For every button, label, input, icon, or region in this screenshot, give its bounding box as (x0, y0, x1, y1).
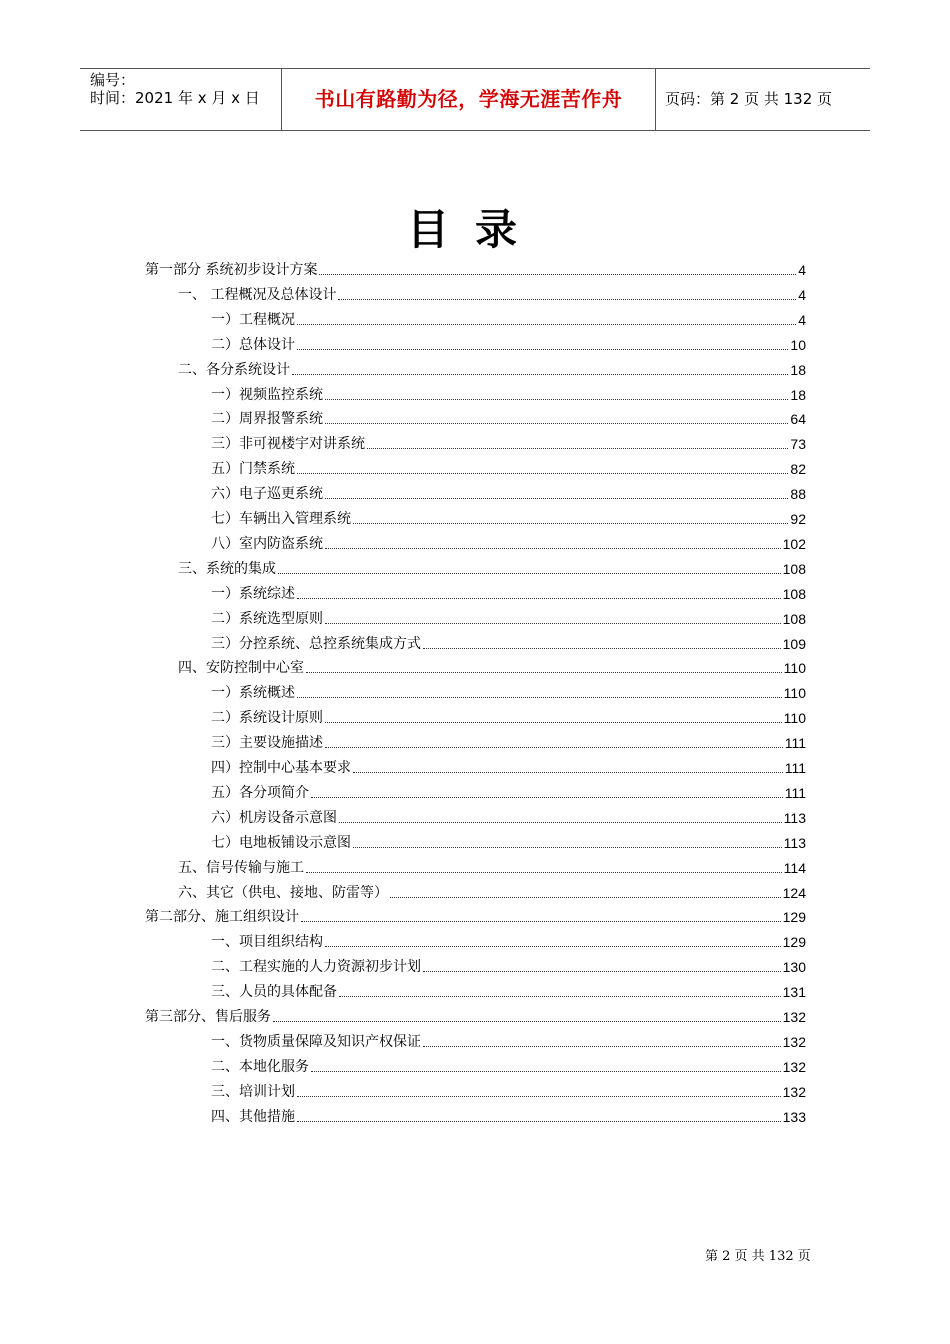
toc-leader-dots (306, 871, 782, 873)
toc-entry[interactable] (178, 281, 806, 305)
toc-entry-label: 第三部分、售后服务 (145, 1009, 271, 1025)
toc-entry-label: 二、本地化服务 (211, 1058, 309, 1075)
toc-leader-dots (325, 497, 788, 499)
toc-leader-dots (319, 273, 796, 275)
toc-entry-page: 109 (782, 635, 806, 652)
toc-entry-page: 18 (790, 361, 806, 378)
toc-entry-page: 92 (790, 511, 806, 527)
toc-entry-label: 一）系统概述 (211, 685, 295, 702)
toc-entry[interactable] (211, 306, 806, 330)
toc-entry-page: 64 (790, 411, 806, 428)
toc-entry-page: 132 (782, 1033, 806, 1050)
toc-entry-page: 114 (783, 859, 806, 876)
toc-entry-label: 一）视频监控系统 (211, 386, 323, 403)
toc-entry-page: 108 (782, 560, 806, 577)
toc-leader-dots (297, 696, 782, 698)
toc-entry-page: 132 (782, 1058, 806, 1075)
toc-entry[interactable] (211, 381, 806, 405)
toc-entry[interactable] (211, 754, 806, 778)
toc-leader-dots (353, 846, 782, 848)
toc-entry-page: 132 (782, 1083, 806, 1100)
toc-leader-dots (325, 746, 783, 748)
toc-entry-page: 133 (782, 1108, 806, 1125)
toc-entry-label: 三）主要设施描述 (211, 735, 323, 752)
header-motto-cell (281, 69, 656, 130)
toc-entry[interactable] (211, 580, 806, 604)
toc-entry-label: 六）机房设备示意图 (211, 809, 337, 826)
toc-entry-page: 129 (782, 934, 806, 951)
toc-entry[interactable] (211, 1028, 806, 1052)
toc-leader-dots (325, 721, 782, 723)
toc-leader-dots (325, 422, 788, 424)
toc-entry-label: 三）分控系统、总控系统集成方式 (211, 635, 421, 652)
toc-title: 目录 (406, 205, 543, 254)
toc-entry-label: 三）非可视楼宇对讲系统 (211, 436, 365, 453)
toc-leader-dots (367, 447, 788, 449)
toc-entry-label: 一、项目组织结构 (211, 934, 323, 951)
toc-entry-label: 五）门禁系统 (211, 461, 295, 478)
toc-entry-page: 108 (782, 585, 806, 602)
toc-entry[interactable] (211, 729, 806, 753)
toc-entry-label: 四、其他措施 (211, 1108, 295, 1125)
toc-leader-dots (301, 920, 781, 922)
toc-entry-page: 110 (783, 660, 806, 677)
toc-entry[interactable] (211, 1078, 806, 1102)
toc-entry-page: 82 (790, 461, 806, 478)
toc-entry-label: 三、培训计划 (211, 1083, 295, 1100)
toc-entry-page: 108 (782, 610, 806, 627)
toc-entry[interactable] (211, 804, 806, 828)
toc-leader-dots (292, 373, 788, 375)
toc-entry-page: 129 (782, 909, 806, 926)
toc-leader-dots (325, 398, 788, 400)
toc-entry[interactable] (211, 455, 806, 479)
toc-entry-label: 四）控制中心基本要求 (211, 760, 351, 776)
toc-entry[interactable] (178, 879, 806, 903)
toc-entry-label: 二）总体设计 (211, 336, 295, 353)
toc-leader-dots (297, 597, 781, 599)
toc-entry-label: 七）电地板铺设示意图 (211, 834, 351, 851)
toc-leader-dots (339, 821, 782, 823)
toc-entry-page: 131 (782, 984, 806, 1001)
toc-entry-page: 113 (783, 834, 806, 851)
toc-entry[interactable] (211, 530, 806, 554)
toc-entry-page: 111 (784, 760, 806, 776)
toc-entry[interactable] (211, 480, 806, 504)
toc-entry[interactable] (178, 555, 806, 579)
toc-entry-label: 一、 工程概况及总体设计 (178, 286, 337, 303)
toc-entry[interactable] (178, 654, 806, 678)
toc-leader-dots (325, 547, 781, 549)
toc-entry-label: 五、信号传输与施工 (178, 859, 304, 876)
toc-entry[interactable] (178, 356, 806, 380)
toc-leader-dots (423, 970, 781, 972)
toc-entry[interactable] (211, 605, 806, 629)
toc-entry[interactable] (211, 829, 806, 853)
toc-entry-label: 第二部分、施工组织设计 (145, 909, 299, 926)
toc-leader-dots (297, 1120, 781, 1122)
toc-entry-label: 一、货物质量保障及知识产权保证 (211, 1033, 421, 1050)
toc-entry-label: 二）周界报警系统 (211, 411, 323, 428)
toc-entry[interactable] (211, 505, 806, 529)
page-header (80, 68, 870, 131)
toc-entry[interactable] (145, 256, 806, 280)
time-label: 时间：2021 年 x 月 x 日 (90, 89, 260, 107)
toc-entry-page: 110 (783, 710, 806, 727)
toc-entry[interactable] (178, 854, 806, 878)
header-page-cell (655, 69, 870, 130)
toc-leader-dots (325, 622, 781, 624)
toc-leader-dots (297, 348, 788, 350)
header-meta-cell (80, 69, 281, 130)
toc-entry-page: 132 (782, 1009, 806, 1025)
toc-entry-page: 4 (798, 311, 806, 328)
toc-entry-page: 4 (798, 262, 806, 278)
toc-entry[interactable] (211, 704, 806, 728)
toc-entry-page: 124 (782, 884, 806, 901)
code-label: 编号： (90, 71, 136, 89)
toc-entry-label: 二、工程实施的人力资源初步计划 (211, 959, 421, 976)
toc-leader-dots (353, 771, 783, 773)
toc-entry[interactable] (211, 779, 806, 803)
toc-entry-page: 102 (782, 535, 806, 552)
toc-leader-dots (423, 647, 781, 649)
toc-entry-page: 18 (790, 386, 806, 403)
toc-entry[interactable] (211, 1103, 806, 1127)
toc-entry[interactable] (211, 978, 806, 1002)
toc-leader-dots (423, 1045, 781, 1047)
page-footer: 第 2 页 共 132 页 (705, 1249, 811, 1264)
toc-entry-label: 七）车辆出入管理系统 (211, 511, 351, 527)
toc-entry-label: 六、其它（供电、接地、防雷等） (178, 884, 388, 901)
toc-entry-page: 113 (783, 809, 806, 826)
toc-entry-label: 八）室内防盗系统 (211, 535, 323, 552)
toc-entry-label: 六）电子巡更系统 (211, 486, 323, 503)
toc-entry[interactable] (211, 331, 806, 355)
toc-leader-dots (297, 1095, 781, 1097)
page-code: 页码：第 2 页 共 132 页 (665, 90, 833, 108)
toc-entry[interactable] (211, 953, 806, 977)
toc-entry-page: 10 (790, 336, 806, 353)
toc-entry-page: 111 (784, 735, 806, 752)
toc-leader-dots (297, 472, 788, 474)
toc-entry[interactable] (211, 928, 806, 952)
toc-entry[interactable] (211, 405, 806, 429)
toc-entry[interactable] (211, 679, 806, 703)
toc-leader-dots (390, 896, 781, 898)
toc-entry-page: 130 (782, 959, 806, 976)
toc-entry-label: 一）系统综述 (211, 585, 295, 602)
toc-leader-dots (278, 572, 781, 574)
toc-leader-dots (311, 1070, 781, 1072)
toc-leader-dots (297, 323, 796, 325)
toc-entry-label: 三、人员的具体配备 (211, 984, 337, 1001)
toc-entry[interactable] (211, 630, 806, 654)
toc-entry-label: 二）系统设计原则 (211, 710, 323, 727)
toc-entry-label: 三、系统的集成 (178, 560, 276, 577)
toc-leader-dots (339, 995, 781, 997)
toc-entry-page: 73 (790, 436, 806, 453)
motto: 书山有路勤为径，学海无涯苦作舟 (314, 87, 623, 111)
toc-leader-dots (311, 796, 783, 798)
toc-entry[interactable] (211, 430, 806, 454)
toc-entry[interactable] (145, 903, 806, 927)
toc-entry-label: 四、安防控制中心室 (178, 660, 304, 677)
toc-leader-dots (353, 522, 788, 524)
toc-leader-dots (325, 945, 781, 947)
toc-entry[interactable] (145, 1003, 806, 1027)
toc-entry-label: 第一部分 系统初步设计方案 (145, 262, 318, 278)
toc-entry-label: 五）各分项简介 (211, 784, 309, 801)
toc-entry-page: 4 (798, 286, 806, 303)
toc-leader-dots (338, 298, 796, 300)
toc-leader-dots (306, 671, 782, 673)
toc-entry-page: 88 (790, 486, 806, 503)
toc-entry-page: 111 (784, 784, 806, 801)
toc-entry-label: 二）系统选型原则 (211, 610, 323, 627)
toc-leader-dots (273, 1020, 781, 1022)
toc-entry[interactable] (211, 1053, 806, 1077)
toc-entry-label: 二、各分系统设计 (178, 361, 290, 378)
toc-entry-page: 110 (783, 685, 806, 702)
toc-entry-label: 一）工程概况 (211, 311, 295, 328)
